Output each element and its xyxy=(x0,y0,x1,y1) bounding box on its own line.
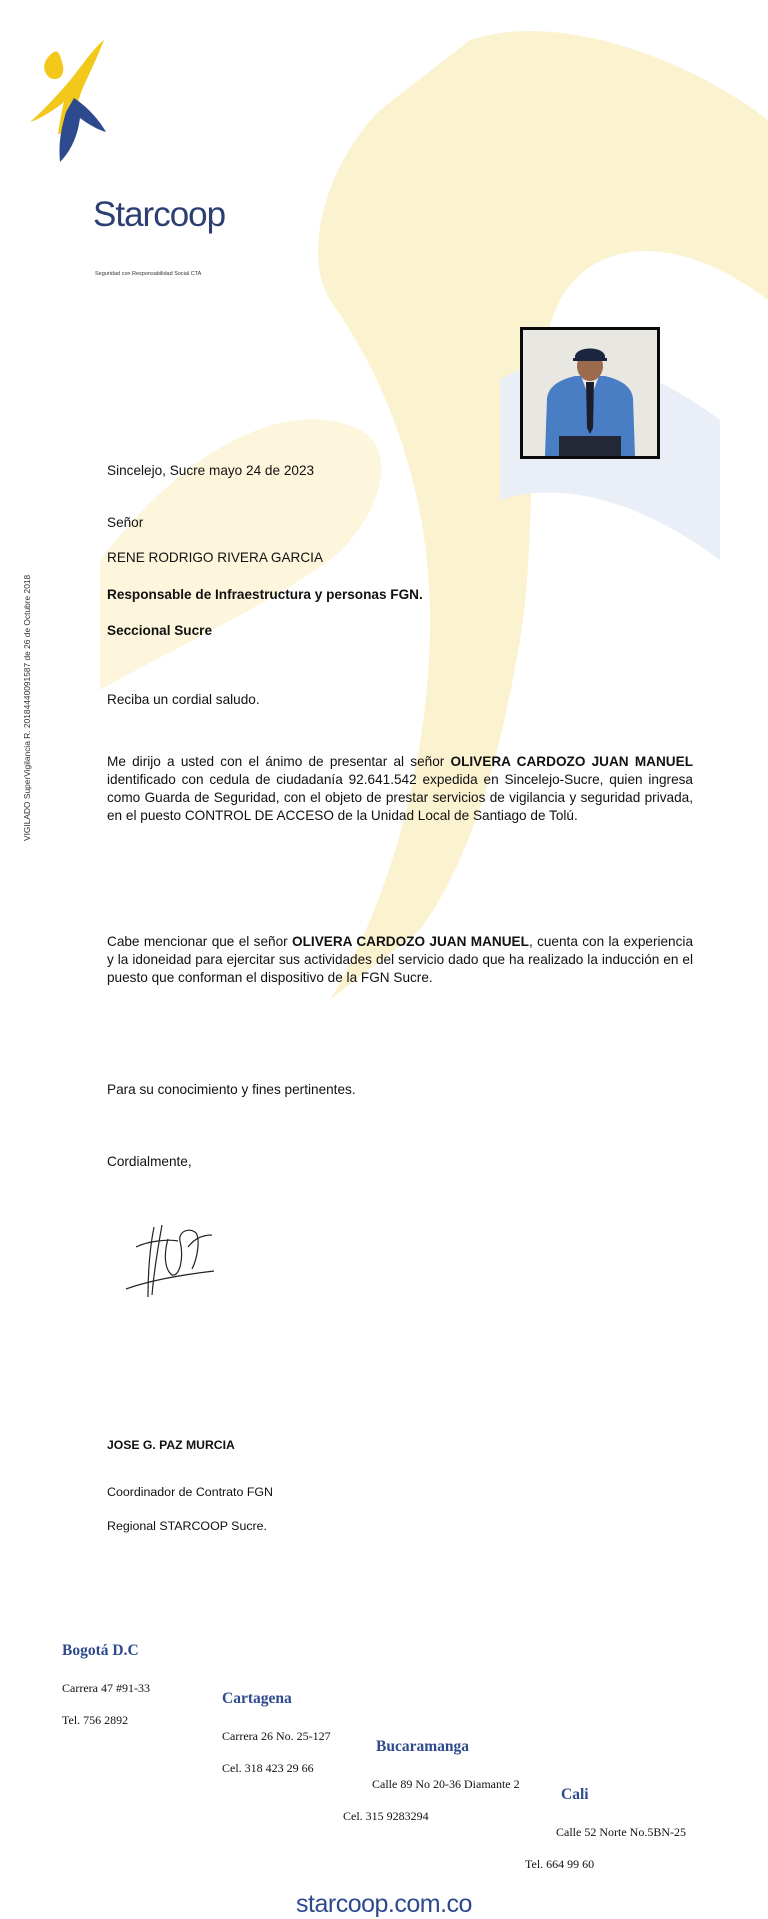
paragraph-text: identificado con cedula de ciudadanía 92.641.542 expedida en Sincelejo-Sucre, quien ingresa como Guarda de Seguridad, con el objeto de prestar servicios de vigilancia y seguridad privada, en el puesto CONTROL DE ACCESO de la Unidad Local de Santiago de Tolú. xyxy=(107,772,693,823)
salutation: Señor xyxy=(107,515,144,530)
office-address-cali: Calle 52 Norte No.5BN-25 xyxy=(556,1825,686,1839)
handwritten-signature xyxy=(118,1217,226,1301)
office-city-bogota: Bogotá D.C xyxy=(62,1642,139,1659)
guard-name: OLIVERA CARDOZO JUAN MANUEL xyxy=(292,934,529,949)
logo-tagline: Seguridad con Responsabilidad Social CTA xyxy=(95,271,202,277)
signer-name: JOSE G. PAZ MURCIA xyxy=(107,1438,235,1452)
valediction: Cordialmente, xyxy=(107,1154,192,1169)
greeting: Reciba un cordial saludo. xyxy=(107,692,260,707)
office-city-cartagena: Cartagena xyxy=(222,1690,292,1707)
office-address-cartagena: Carrera 26 No. 25-127 xyxy=(222,1729,331,1743)
closing-note: Para su conocimiento y fines pertinentes. xyxy=(107,1082,356,1097)
office-phone-cali: Tel. 664 99 60 xyxy=(525,1857,595,1871)
signer-role: Coordinador de Contrato FGN xyxy=(107,1485,273,1499)
office-address-bogota: Carrera 47 #91-33 xyxy=(62,1681,150,1695)
office-address-bucaramanga: Calle 89 No 20-36 Diamante 2 xyxy=(372,1777,520,1791)
office-phone-bogota: Tel. 756 2892 xyxy=(62,1713,129,1727)
paragraph-text: Me dirijo a usted con el ánimo de presentar al señor xyxy=(107,754,451,769)
office-city-bucaramanga: Bucaramanga xyxy=(376,1738,469,1755)
paragraph-text: Cabe mencionar que el señor xyxy=(107,934,293,949)
paragraph-experience xyxy=(107,933,693,987)
website-link[interactable]: starcoop.com.co xyxy=(296,1890,472,1918)
starcoop-logo-icon xyxy=(28,38,110,164)
signer-organization: Regional STARCOOP Sucre. xyxy=(107,1519,267,1533)
office-phone-cartagena: Cel. 318 423 29 66 xyxy=(222,1761,314,1775)
recipient-name: RENE RODRIGO RIVERA GARCIA xyxy=(107,550,324,565)
place-date: Sincelejo, Sucre mayo 24 de 2023 xyxy=(107,463,315,478)
logo-wordmark: Starcoop xyxy=(93,195,226,234)
office-phone-bucaramanga: Cel. 315 9283294 xyxy=(343,1809,429,1823)
recipient-office: Seccional Sucre xyxy=(107,623,213,638)
office-city-cali: Cali xyxy=(561,1786,589,1803)
paragraph-text: , cuenta con la experiencia y la idoneidad para ejercitar sus actividades del servicio dado que ha realizado la inducción en el puesto que conforman el dispositivo de la FGN Sucre. xyxy=(107,934,693,985)
vertical-registration-note: VIGILADO SuperVigilancia R. 20184440091587 de 26 de Octubre 2018 xyxy=(22,574,32,841)
recipient-title: Responsable de Infraestructura y personas FGN. xyxy=(107,587,423,602)
guard-name: OLIVERA CARDOZO JUAN MANUEL xyxy=(450,754,693,769)
guard-photo xyxy=(520,327,660,459)
paragraph-introduction xyxy=(107,753,693,825)
